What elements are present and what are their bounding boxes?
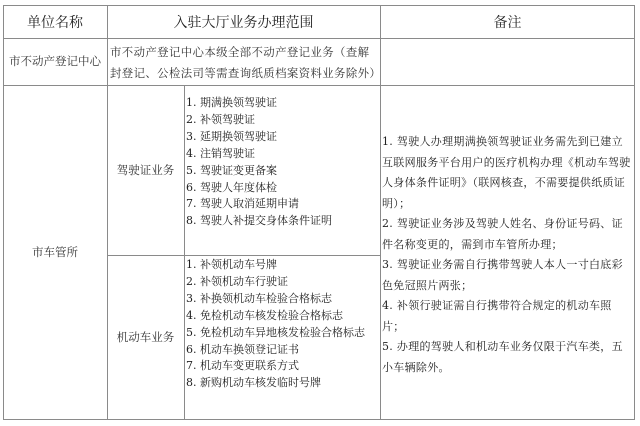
remarks-empty [380, 38, 635, 85]
header-remarks: 备注 [493, 14, 522, 31]
driver-license-items [186, 95, 380, 253]
list-item: 1. 期满换领驾驶证 [186, 96, 277, 109]
remark-item: 5. 办理的驾驶人和机动车业务仅限于汽车类，五小车辆除外。 [382, 340, 623, 374]
column-divider-category [184, 85, 185, 420]
list-item: 8. 驾驶人补提交身体条件证明 [186, 214, 332, 228]
category-driver-license: 驾驶证业务 [116, 162, 175, 177]
list-item: 4. 免检机动车核发检验合格标志 [186, 308, 343, 322]
remark-item: 4. 补领行驶证需自行携带符合规定的机动车照片； [382, 299, 612, 333]
vehicle-items [186, 257, 376, 419]
category-vehicle: 机动车业务 [116, 330, 175, 344]
remark-item: 2. 驾驶证业务涉及驾驶人姓名、身份证号码、证件名称变更的，需到市车管所办理； [382, 217, 623, 251]
list-item: 2. 补领驾驶证 [186, 112, 255, 126]
scope-text-content: 市不动产登记中心本级全部不动产登记业务（查解封登记、公检法司等需查询纸质档案资料业务除外） [110, 45, 382, 80]
driver-license-list [186, 95, 332, 230]
list-item: 8. 新购机动车核发临时号牌 [186, 376, 321, 390]
header-scope: 入驻大厅业务办理范围 [173, 14, 314, 31]
unit-name: 市不动产登记中心 [9, 54, 101, 68]
list-item: 7. 驾驶人取消延期申请 [186, 197, 299, 211]
list-item: 4. 注销驾驶证 [186, 146, 255, 160]
list-item: 6. 驾驶人年度体检 [186, 180, 277, 194]
remark-item: 1. 驾驶人办理期满换领驾驶证业务需先到已建立互联网服务平台用户的医疗机构办理《机动车驾驶人身体条件证明》（联网核查，不需要提供纸质证明）； [382, 135, 631, 210]
list-item: 1. 补领机动车号牌 [186, 258, 277, 271]
list-item: 3. 补换领机动车检验合格标志 [186, 291, 332, 305]
unit-name: 市车管所 [32, 245, 78, 259]
vehicle-list [186, 257, 365, 392]
list-item: 3. 延期换领驾驶证 [186, 129, 277, 143]
list-item: 5. 驾驶证变更备案 [186, 163, 277, 177]
remarks-notes [382, 132, 634, 372]
remark-item: 3. 驾驶证业务需自行携带驾驶人本人一寸白底彩色免冠照片两张； [382, 258, 623, 292]
list-item: 5. 免检机动车异地核发检验合格标志 [186, 325, 365, 339]
header-unit: 单位名称 [27, 14, 83, 31]
scope-text [109, 40, 380, 85]
list-item: 6. 机动车换领登记证书 [186, 342, 299, 356]
list-item: 7. 机动车变更联系方式 [186, 359, 299, 373]
list-item: 2. 补领机动车行驶证 [186, 274, 288, 288]
